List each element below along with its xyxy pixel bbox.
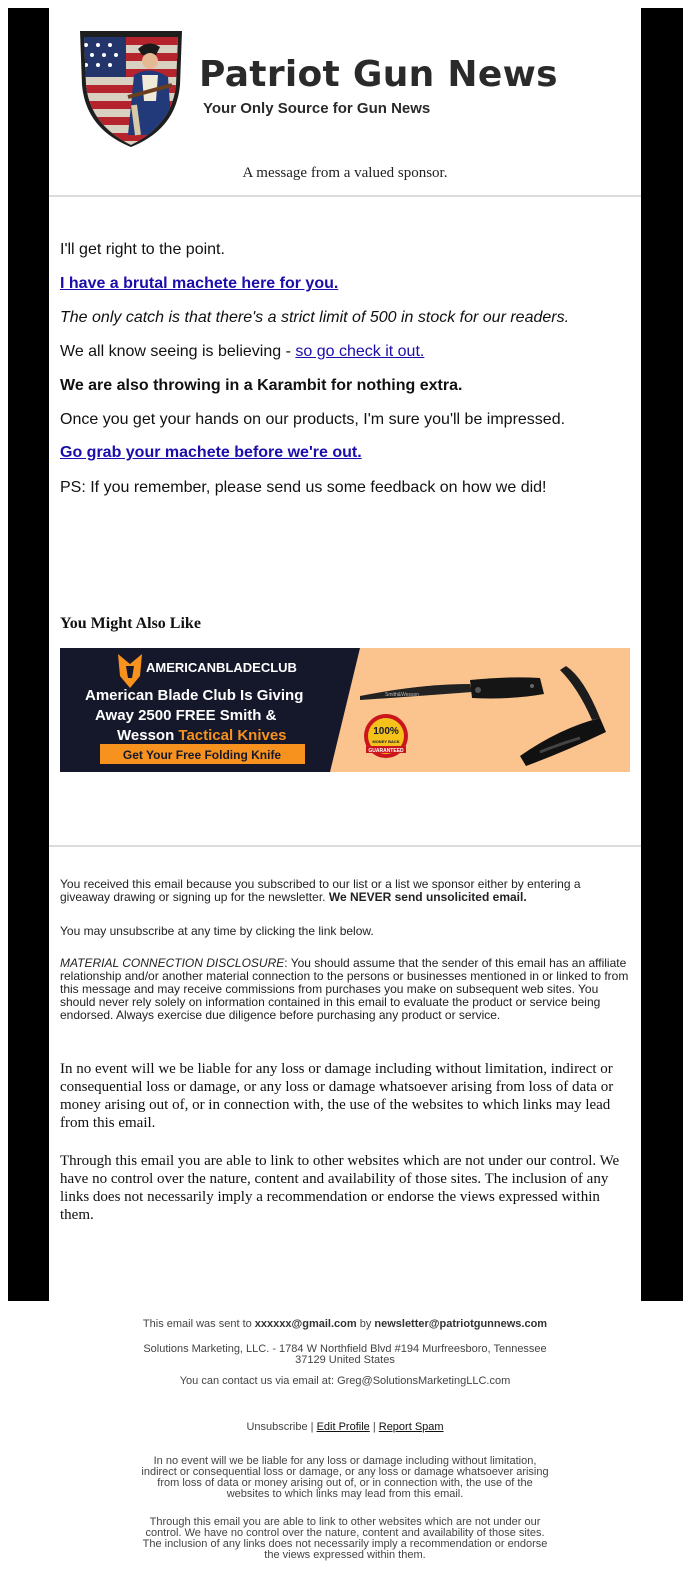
banner-line-3: Wesson Tactical Knives bbox=[117, 727, 287, 744]
sent-to-line: This email was sent to xxxxxx@gmail.com by newsletter@patriotgunnews.com bbox=[142, 1318, 548, 1330]
intro-text: I'll get right to the point. bbox=[60, 241, 225, 258]
seal-money-back: MONEY BACK bbox=[372, 739, 400, 744]
liability-notice: In no event will we be liable for any loss or damage including without limitation, indirect or consequential loss or damage, or any loss or damage whatsoever arising from loss of data or money arising out of, or in connection with, the use of the websites to which links may lead from this email. bbox=[60, 1061, 614, 1131]
seeing-believing-text: We all know seeing is believing - so go check it out. bbox=[60, 343, 425, 360]
brand-title: Patriot Gun News bbox=[199, 54, 558, 95]
received-notice: You received this email because you subscribed to our list or a list we sponsor either by entering a giveaway drawing or signing up for the newsletter. We NEVER send unsolicited email. bbox=[60, 877, 581, 904]
footer-links: Unsubscribe | Edit Profile | Report Spam bbox=[246, 1421, 444, 1433]
seal-guaranteed: GUARANTEED bbox=[368, 748, 404, 754]
banner-graphic bbox=[60, 648, 630, 772]
report-spam-link[interactable]: Report Spam bbox=[378, 1421, 444, 1433]
email-card bbox=[49, 8, 641, 1301]
karambit-text: We are also throwing in a Karambit for nothing extra. bbox=[60, 377, 463, 394]
impressed-text: Once you get your hands on our products, I'm sure you'll be impressed. bbox=[60, 411, 566, 428]
contact-line: You can contact us via email at: Greg@SolutionsMarketingLLC.com bbox=[179, 1375, 511, 1387]
patriot-shield-logo bbox=[76, 25, 186, 147]
unsubscribe-link[interactable]: Unsubscribe bbox=[246, 1421, 308, 1433]
material-disclosure: MATERIAL CONNECTION DISCLOSURE: You should assume that the sender of this email has an affiliate relationship and/or another material connection to the persons or businesses mentioned in or linked to from this message and may receive commissions from purchases you make on subsequent web sites. You should never rely solely on information contained in this email to evaluate the product or service being endorsed. Always exercise due diligence before purchasing any product or service. bbox=[60, 956, 629, 1022]
guarantee-seal-icon bbox=[364, 714, 408, 758]
edit-profile-link[interactable]: Edit Profile bbox=[316, 1421, 370, 1433]
external-links-notice: Through this email you are able to link to other websites which are not under our control. We have no control over the nature, content and availability of those sites. The inclusion of any links does not necessarily imply a recommendation or endorse the views expressed within them. bbox=[60, 1153, 620, 1223]
seal-percent: 100% bbox=[373, 726, 399, 737]
also-like-heading: You Might Also Like bbox=[60, 615, 201, 632]
disclaimer-divider bbox=[49, 845, 641, 847]
header-divider bbox=[49, 195, 641, 197]
sponsor-line: A message from a valued sponsor. bbox=[242, 165, 448, 181]
footer-liability: In no event will we be liable for any loss or damage including without limitation, indirect or consequential loss or damage, or any loss or damage whatsoever arising from loss of data or money arising out of, or in connection with, the use of the websites to which links may lead from this email. bbox=[141, 1455, 549, 1500]
footer-external-links: Through this email you are able to link to other websites which are not under our control. We have no control over the nature, content and availability of those sites. The inclusion of any links does not necessarily imply a recommendation or endorse the views expressed within them. bbox=[142, 1516, 548, 1561]
unsubscribe-notice: You may unsubscribe at any time by clicking the link below. bbox=[60, 924, 374, 938]
stock-limit-text: The only catch is that there's a strict limit of 500 in stock for our readers. bbox=[60, 309, 570, 326]
knife-brand-label: Smith&Wesson bbox=[385, 692, 420, 698]
ps-text: PS: If you remember, please send us some feedback on how we did! bbox=[60, 479, 547, 496]
grab-machete-link[interactable]: Go grab your machete before we're out. bbox=[60, 444, 362, 461]
banner-line-2: Away 2500 FREE Smith & bbox=[95, 707, 277, 724]
company-address: Solutions Marketing, LLC. - 1784 W Northfield Blvd #194 Murfreesboro, Tennessee 37129 United States bbox=[143, 1343, 547, 1366]
check-it-out-link[interactable]: so go check it out. bbox=[295, 343, 425, 360]
brand-subtitle: Your Only Source for Gun News bbox=[203, 100, 431, 117]
american-blade-club-banner[interactable] bbox=[60, 648, 630, 772]
banner-line-1: American Blade Club Is Giving bbox=[85, 687, 304, 704]
banner-cta-label: Get Your Free Folding Knife bbox=[122, 748, 282, 762]
machete-link[interactable]: I have a brutal machete here for you. bbox=[60, 275, 339, 292]
banner-brand: AMERICANBLADECLUB bbox=[146, 660, 297, 675]
